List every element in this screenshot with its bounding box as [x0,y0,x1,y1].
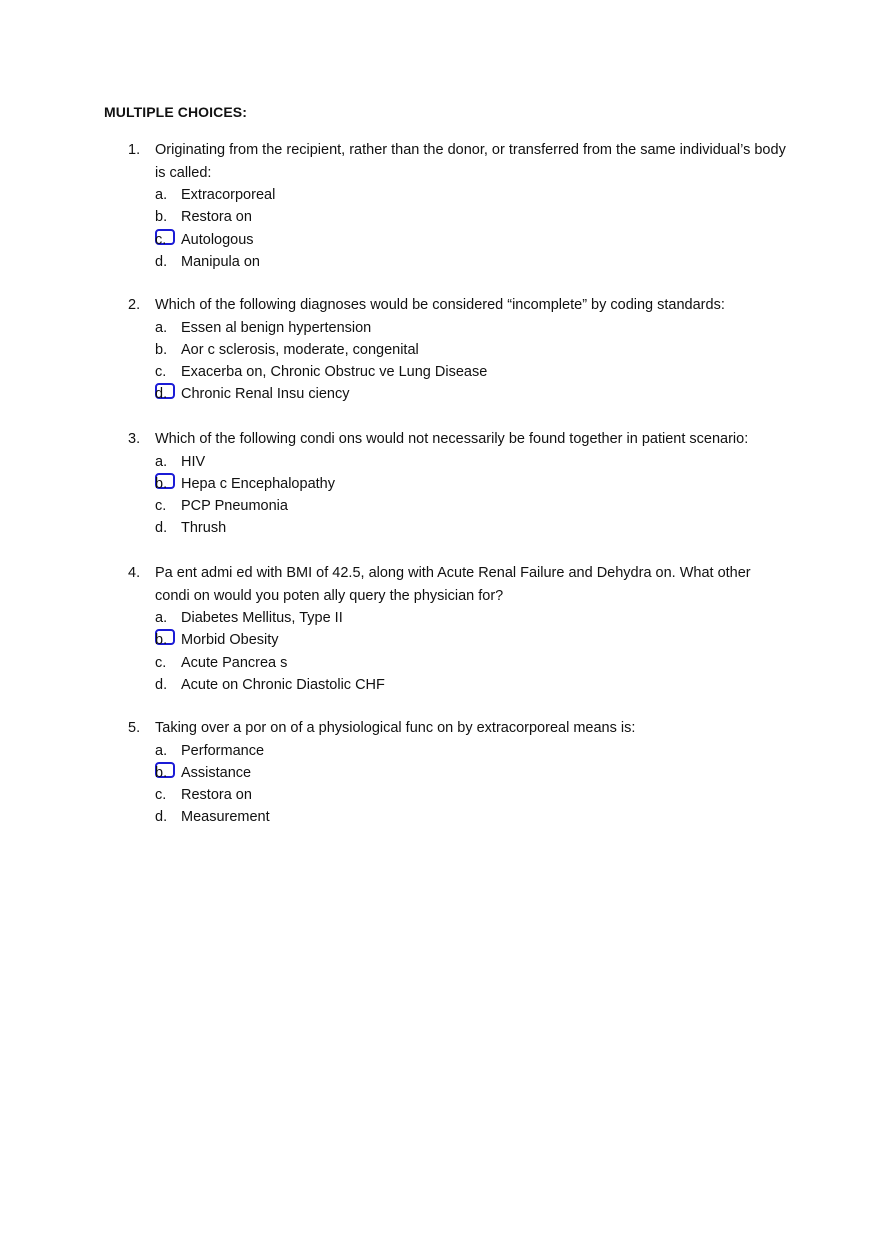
option-a [128,607,788,629]
option-a [128,740,788,762]
question-stem: Taking over a por on of a physiological func on by extracorporeal means is: [155,720,636,736]
option-text: HIV [181,453,206,470]
option-text: Hepa c Encephalopathy [181,475,335,492]
question-number: 4. [128,565,141,581]
option-a [128,184,788,206]
option-text: Assistance [181,764,252,781]
option-letter: b. [155,341,168,358]
option-b [128,629,788,651]
option-text: Restora on [181,787,252,804]
option-text: PCP Pneumonia [181,498,288,515]
option-letter: d. [155,386,168,403]
question-number: 5. [128,720,141,736]
option-d [128,383,788,405]
question-stem: Pa ent admi ed with BMI of 42.5, along with Acute Renal Failure and Dehydra on. What other condi on would you poten ally query the physician for? [155,565,751,604]
option-letter: d. [155,809,168,826]
option-list [128,184,788,273]
option-list [128,451,788,540]
option-letter: a. [155,319,168,336]
option-letter: a. [155,187,168,203]
question-2 [128,294,788,406]
option-letter: d. [155,253,168,270]
option-letter: c. [155,364,167,381]
option-letter: c. [155,231,167,248]
option-d [128,517,788,539]
option-list [128,740,788,829]
option-d [128,806,788,828]
question-5 [128,717,788,829]
option-c [128,652,788,674]
question-1 [128,139,788,273]
option-text: Morbid Obesity [181,632,279,649]
option-b [128,762,788,784]
option-b [128,339,788,361]
option-c [128,784,788,806]
option-text: Manipula on [181,253,260,270]
option-list [128,317,788,406]
option-text: Acute on Chronic Diastolic CHF [181,676,385,693]
option-letter: c. [155,498,167,515]
option-text: Measurement [181,809,270,826]
page-heading: MULTIPLE CHOICES: [104,104,247,120]
question-stem: Which of the following diagnoses would be considered “incomplete” by coding standards: [155,297,725,313]
option-text: Autologous [181,231,254,248]
option-text: Aor c sclerosis, moderate, congenital [181,341,419,358]
question-number: 1. [128,142,141,158]
option-letter: b. [155,632,168,649]
question-number: 2. [128,297,141,313]
option-letter: a. [155,453,168,470]
option-letter: c. [155,787,167,804]
option-letter: d. [155,676,168,693]
option-letter: b. [155,475,168,492]
option-letter: a. [155,610,168,626]
option-d [128,674,788,696]
option-text: Acute Pancrea s [181,654,288,671]
option-c [128,229,788,251]
option-letter: d. [155,520,168,537]
option-text: Performance [181,742,265,759]
option-b [128,206,788,228]
question-3 [128,428,788,540]
option-letter: b. [155,764,168,781]
option-c [128,361,788,383]
option-a [128,317,788,339]
option-text: Chronic Renal Insu ciency [181,386,350,403]
option-c [128,495,788,517]
option-letter: c. [155,654,167,671]
option-b [128,473,788,495]
question-stem: Which of the following condi ons would not necessarily be found together in patient scenario: [155,431,749,447]
option-text: Thrush [181,520,227,537]
option-text: Restora on [181,209,252,226]
option-text: Exacerba on, Chronic Obstruc ve Lung Disease [181,364,488,381]
option-text: Extracorporeal [181,187,276,203]
option-d [128,251,788,273]
option-a [128,451,788,473]
question-stem: Originating from the recipient, rather than the donor, or transferred from the same individual’s body is called: [155,142,786,181]
question-number: 3. [128,431,141,447]
option-text: Essen al benign hypertension [181,319,372,336]
option-letter: b. [155,209,168,226]
option-list [128,607,788,696]
question-4 [128,562,788,696]
option-letter: a. [155,742,168,759]
option-text: Diabetes Mellitus, Type II [181,610,343,626]
